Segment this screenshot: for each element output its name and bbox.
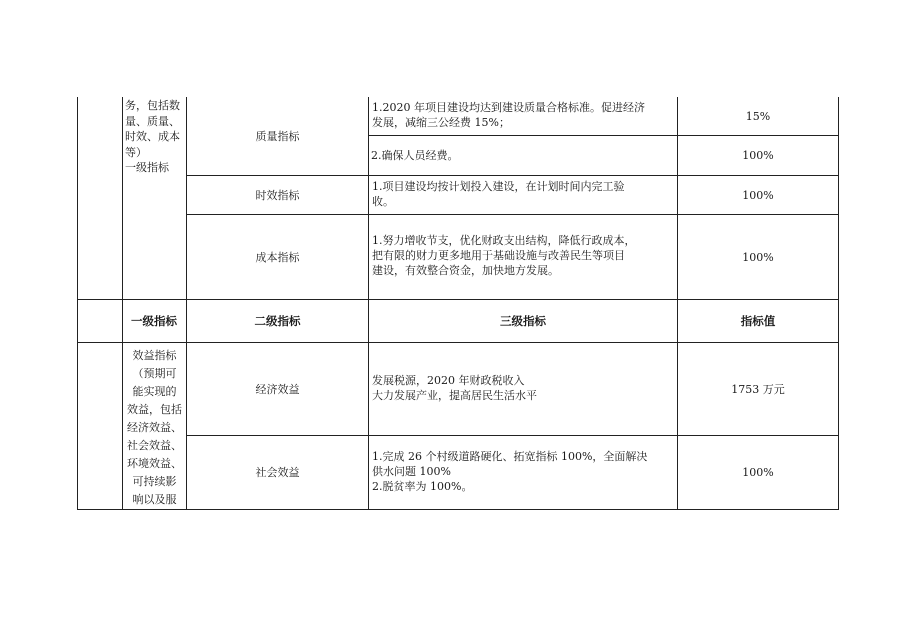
third-level-line: 发展税源，2020 年财政税收入 [372,374,525,387]
indicator-value-quality-2 [678,136,838,175]
third-level-line: 发展，减缩三公经费 15%； [372,116,510,129]
header-label: 三级指标 [500,313,546,328]
indicator-value: 15% [745,110,771,123]
second-level-label: 质量指标 [255,130,300,143]
indicator-value-cost [678,215,838,299]
indicator-value-social [678,436,838,509]
first-col-line: 响以及服 [132,493,177,506]
indicator-value-economic [678,343,838,435]
third-level-timeliness-1 [370,179,676,214]
third-level-social [370,449,676,501]
third-level-line: 1.努力增收节支，优化财政支出结构，降低行政成本， [372,234,636,247]
indicator-value: 100% [742,188,774,202]
table-border-right [838,97,839,509]
benefit-indicator-cell [123,347,186,509]
second-level-label: 成本指标 [255,250,300,264]
third-level-line: 建设，有效整合资金，加快地方发展。 [372,264,559,277]
third-level-cost-1 [370,233,676,289]
third-level-line: 把有限的财力更多地用于基础设施与改善民生等项目 [372,249,625,262]
indicator-value: 100% [742,149,774,162]
first-col-line: 社会效益、 [127,439,182,452]
third-level-line: 大力发展产业，提高居民生活水平 [372,389,537,402]
header-first-level [78,300,186,342]
header-label: 二级指标 [254,313,301,328]
first-col-line: 环境效益、 [127,457,182,470]
second-level-label: 经济效益 [255,382,300,396]
third-level-line: 收。 [372,195,394,208]
first-col-line: （预期可 [132,367,177,380]
first-level-indicator-cell [124,98,186,198]
header-label: 指标值 [740,313,776,328]
first-col-line: 时效、成本 [125,130,180,143]
first-col-line: 等） [125,145,147,159]
indicator-value-timeliness [678,176,838,214]
second-level-economic [187,343,368,435]
third-level-line: 1.项目建设均按计划投入建设，在计划时间内完工验 [372,180,625,193]
second-level-label: 时效指标 [255,188,300,202]
indicator-value: 1753 万元 [731,382,785,396]
third-level-line: 1.2020 年项目建设均达到建设质量合格标准。促进经济 [372,101,645,114]
third-level-economic [370,373,676,409]
indicator-value: 100% [742,250,774,264]
table-border-bottom [77,509,839,510]
header-label: 一级指标 [131,313,177,328]
first-col-line: 一级指标 [125,161,169,174]
third-level-line: 供水问题 100% [372,465,451,478]
header-indicator-value [678,300,838,342]
first-col-line: 能实现的 [132,385,177,398]
first-col-line: 可持续影 [132,475,177,488]
third-level-line: 1.完成 26 个村级道路硬化、拓宽指标 100%，全面解决 [372,450,648,463]
third-level-line: 2.脱贫率为 100%。 [372,480,473,493]
third-level-quality-1 [370,100,676,135]
indicator-value-quality-1 [678,98,838,135]
header-third-level [369,300,677,342]
first-col-line: 经济效益、 [127,421,182,434]
indicator-value: 100% [742,466,774,479]
first-col-line: 效益，包括 [127,403,182,416]
first-col-line: 量、质量、 [125,114,180,128]
second-level-quality [187,98,368,175]
first-col-line: 效益指标 [132,349,177,362]
second-level-label: 社会效益 [255,466,300,479]
header-second-level [187,300,368,342]
first-col-line: 务，包括数 [125,99,180,112]
second-level-social [187,436,368,509]
third-level-quality-2 [368,136,677,175]
second-level-timeliness [187,176,368,214]
second-level-cost [187,215,368,299]
third-level-line: 2.确保人员经费。 [371,149,459,162]
